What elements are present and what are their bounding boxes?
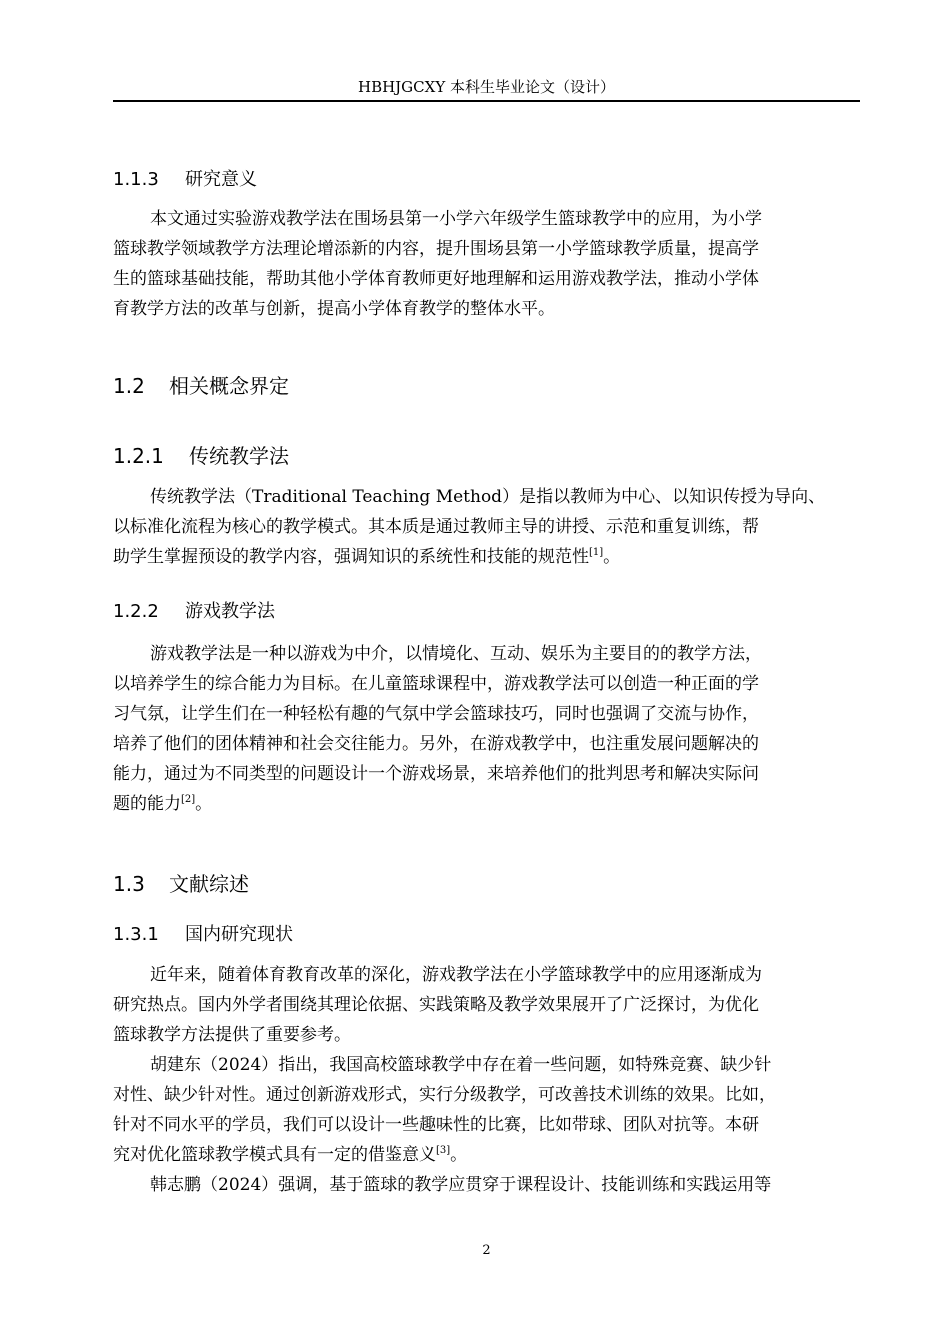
- text-line: 近年来，随着体育教育改革的深化，游戏教学法在小学篮球教学中的应用逐渐成为: [150, 965, 762, 985]
- text-line: 生的篮球基础技能，帮助其他小学体育教师更好地理解和运用游戏教学法，推动小学体: [113, 269, 759, 289]
- text-line: 习气氛，让学生们在一种轻松有趣的气氛中学会篮球技巧，同时也强调了交流与协作，: [113, 704, 759, 724]
- citation-ref[interactable]: [1]: [589, 547, 604, 558]
- text-line: 本文通过实验游戏教学法在围场县第一小学六年级学生篮球教学中的应用，为小学: [150, 209, 762, 229]
- paragraph-research-significance: [113, 204, 862, 324]
- text-line: 游戏教学法是一种以游戏为中介，以情境化、互动、娱乐为主要目的的教学方法，: [150, 644, 762, 664]
- text-line: [113, 542, 862, 572]
- header-divider: [113, 100, 860, 102]
- text-fragment: 究对优化篮球教学模式具有一定的借鉴意义: [113, 1145, 436, 1165]
- section-heading-1-2: [113, 373, 289, 399]
- section-title: 国内研究现状: [185, 924, 293, 945]
- citation-ref[interactable]: [2]: [181, 794, 196, 805]
- section-number: 1.3.1: [113, 924, 159, 945]
- section-number: 1.3: [113, 872, 145, 896]
- paragraph-game-teaching: [113, 639, 862, 819]
- paragraph-domestic-research: [113, 960, 862, 1200]
- text-line: [113, 1140, 862, 1170]
- section-title: 相关概念界定: [169, 374, 289, 398]
- citation-ref[interactable]: [3]: [436, 1145, 451, 1156]
- text-fragment: 。: [603, 547, 621, 567]
- section-heading-1-2-2: [113, 600, 275, 624]
- section-title: 传统教学法: [189, 444, 289, 468]
- page-number: 2: [482, 1243, 491, 1258]
- section-title: 研究意义: [185, 169, 257, 190]
- section-number: 1.2: [113, 374, 145, 398]
- text-line: 篮球教学领域教学方法理论增添新的内容，提升围场县第一小学篮球教学质量，提高学: [113, 239, 759, 259]
- section-heading-1-1-3: [113, 168, 257, 192]
- text-fragment: 。: [450, 1145, 468, 1165]
- section-heading-1-2-1: [113, 443, 289, 469]
- section-heading-1-3: [113, 871, 249, 897]
- section-number: 1.2.2: [113, 601, 159, 622]
- text-line: 能力，通过为不同类型的问题设计一个游戏场景，来培养他们的批判思考和解决实际问: [113, 764, 759, 784]
- text-fragment: 助学生掌握预设的教学内容，强调知识的系统性和技能的规范性: [113, 547, 589, 567]
- page-header: HBHJGCXY 本科生毕业论文（设计）: [357, 78, 615, 96]
- text-line: 以标准化流程为核心的教学模式。其本质是通过教师主导的讲授、示范和重复训练，帮: [113, 517, 759, 537]
- text-line: 篮球教学方法提供了重要参考。: [113, 1025, 351, 1045]
- text-line: 培养了他们的团体精神和社会交往能力。另外，在游戏教学中，也注重发展问题解决的: [113, 734, 759, 754]
- text-line: 对性、缺少针对性。通过创新游戏形式，实行分级教学，可改善技术训练的效果。比如，: [113, 1085, 776, 1105]
- text-line: 研究热点。国内外学者围绕其理论依据、实践策略及教学效果展开了广泛探讨，为优化: [113, 995, 759, 1015]
- text-line: 胡建东（2024）指出，我国高校篮球教学中存在着一些问题，如特殊竞赛、缺少针: [150, 1055, 772, 1075]
- section-title: 文献综述: [169, 872, 249, 896]
- text-line: [113, 789, 862, 819]
- text-fragment: 。: [195, 794, 213, 814]
- section-heading-1-3-1: [113, 923, 293, 947]
- text-fragment: 题的能力: [113, 794, 181, 814]
- section-title: 游戏教学法: [185, 601, 275, 622]
- text-line: 以培养学生的综合能力为目标。在儿童篮球课程中，游戏教学法可以创造一种正面的学: [113, 674, 759, 694]
- section-number: 1.2.1: [113, 444, 164, 468]
- text-line: 育教学方法的改革与创新，提高小学体育教学的整体水平。: [113, 299, 555, 319]
- text-line: 传统教学法（Traditional Teaching Method）是指以教师为中心、以知识传授为导向、: [150, 487, 826, 507]
- text-line: 针对不同水平的学员，我们可以设计一些趣味性的比赛，比如带球、团队对抗等。本研: [113, 1115, 759, 1135]
- paragraph-traditional-teaching: [113, 482, 862, 572]
- text-line: 韩志鹏（2024）强调，基于篮球的教学应贯穿于课程设计、技能训练和实践运用等: [150, 1175, 772, 1195]
- section-number: 1.1.3: [113, 169, 159, 190]
